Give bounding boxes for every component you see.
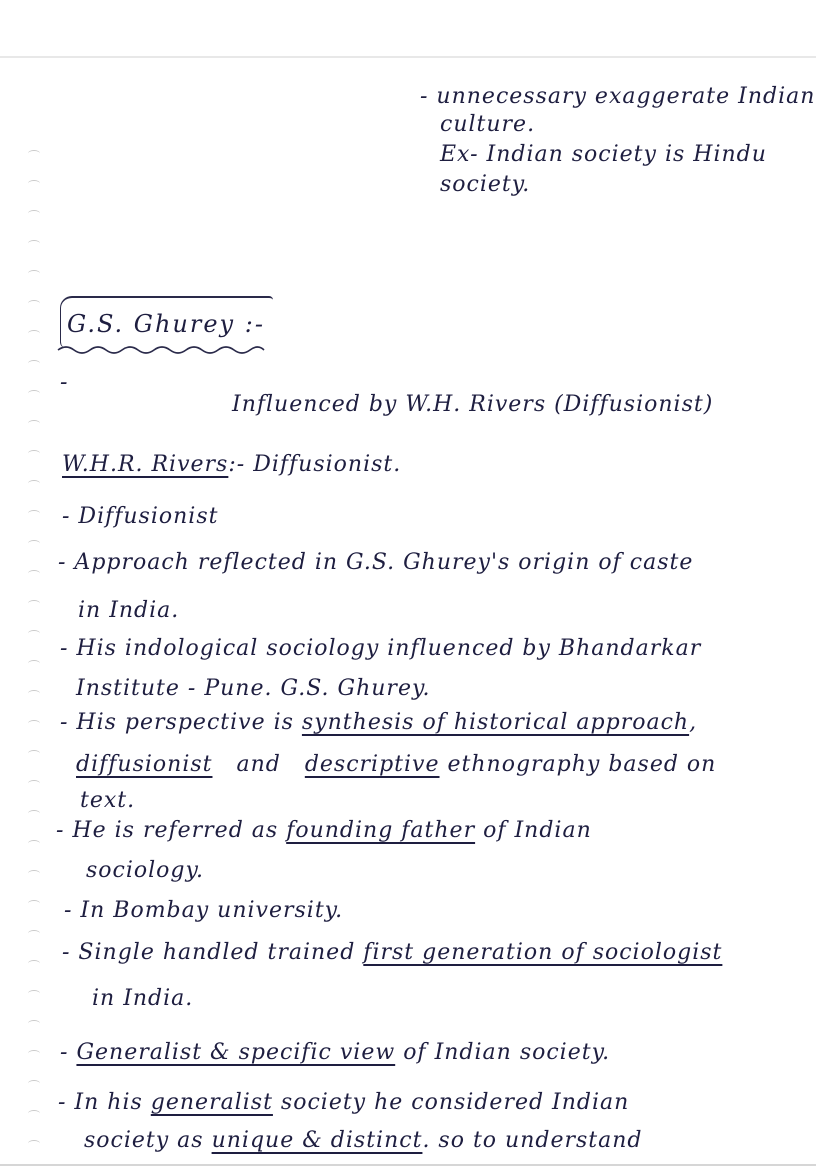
binding-mark <box>28 780 40 787</box>
binding-mark <box>28 1050 40 1057</box>
underlined-term: diffusionist <box>76 752 213 777</box>
page-bottom-edge <box>0 1164 816 1166</box>
note-line: - Diffusionist <box>62 504 219 529</box>
binding-mark <box>28 1140 40 1147</box>
binding-mark <box>28 180 40 187</box>
wavy-underline <box>56 344 266 356</box>
underlined-term: descriptive <box>304 752 440 777</box>
binding-mark <box>28 270 40 277</box>
binding-mark <box>28 150 40 157</box>
note-text: - In his <box>58 1090 143 1115</box>
note-line <box>62 940 722 966</box>
binding-mark <box>28 960 40 967</box>
binding-mark <box>28 990 40 997</box>
binding-mark <box>28 390 40 397</box>
underlined-term: Generalist & specific view <box>76 1040 396 1065</box>
note-line: - unnecessary exaggerate Indian <box>420 84 816 109</box>
note-text: society as <box>84 1128 204 1153</box>
heading-box <box>60 296 273 348</box>
binding-mark <box>28 690 40 697</box>
binding-mark <box>28 600 40 607</box>
note-text: , <box>689 710 698 735</box>
note-text: - Single handled trained <box>62 940 356 965</box>
page-top-edge <box>0 56 816 58</box>
note-line <box>62 452 401 478</box>
note-line: - His indological sociology influenced by Bhandarkar <box>60 636 702 661</box>
underlined-term: founding father <box>286 818 476 843</box>
binding-mark <box>28 420 40 427</box>
binding-mark <box>28 240 40 247</box>
binding-mark <box>28 300 40 307</box>
note-line <box>58 1090 629 1116</box>
note-line: culture. <box>440 112 536 137</box>
binding-mark <box>28 750 40 757</box>
binding-mark <box>28 660 40 667</box>
note-line <box>56 818 592 844</box>
note-text: ethnography based on <box>447 752 717 777</box>
note-line: - Approach reflected in G.S. Ghurey's origin of caste <box>58 550 694 575</box>
note-line <box>60 1040 610 1066</box>
binding-mark <box>28 570 40 577</box>
note-line: text. <box>80 788 136 813</box>
note-line: in India. <box>92 986 194 1011</box>
note-line <box>84 1128 643 1154</box>
binding-mark <box>28 540 40 547</box>
binding-mark <box>28 810 40 817</box>
note-text: :- Diffusionist. <box>228 452 402 477</box>
note-line: Institute - Pune. G.S. Ghurey. <box>76 676 431 701</box>
underlined-term: unique & distinct <box>211 1128 423 1153</box>
note-dash: - <box>60 370 69 395</box>
binding-mark <box>28 1110 40 1117</box>
binding-mark <box>28 630 40 637</box>
underlined-term: generalist <box>150 1090 273 1115</box>
note-line: in India. <box>78 598 180 623</box>
binding-mark <box>28 1080 40 1087</box>
note-text: of Indian <box>483 818 592 843</box>
note-line <box>76 752 716 778</box>
binding-mark <box>28 1020 40 1027</box>
note-line: society. <box>440 172 531 197</box>
note-text: - <box>60 1040 77 1065</box>
binding-mark <box>28 360 40 367</box>
spiral-binding-marks <box>28 150 42 1160</box>
binding-mark <box>28 510 40 517</box>
note-line: Influenced by W.H. Rivers (Diffusionist) <box>232 392 714 417</box>
binding-mark <box>28 480 40 487</box>
binding-mark <box>28 330 40 337</box>
binding-mark <box>28 840 40 847</box>
binding-mark <box>28 900 40 907</box>
underlined-term: W.H.R. Rivers <box>62 452 229 477</box>
note-text: - His perspective is <box>60 710 294 735</box>
binding-mark <box>28 870 40 877</box>
binding-mark <box>28 720 40 727</box>
binding-mark <box>28 210 40 217</box>
binding-mark <box>28 930 40 937</box>
note-line: Ex- Indian society is Hindu <box>440 142 767 167</box>
note-line: - In Bombay university. <box>64 898 344 923</box>
note-text: society he considered Indian <box>280 1090 630 1115</box>
underlined-term: synthesis of historical approach <box>301 710 690 735</box>
note-text: - He is referred as <box>56 818 279 843</box>
note-line <box>60 710 697 736</box>
section-heading: G.S. Ghurey :- <box>67 310 265 338</box>
binding-mark <box>28 450 40 457</box>
underlined-term: first generation of sociologist <box>363 940 723 965</box>
note-text: and <box>236 752 281 777</box>
note-text: of Indian society. <box>403 1040 611 1065</box>
heading-block <box>60 296 273 348</box>
note-line: sociology. <box>86 858 205 883</box>
note-text: . so to understand <box>422 1128 643 1153</box>
